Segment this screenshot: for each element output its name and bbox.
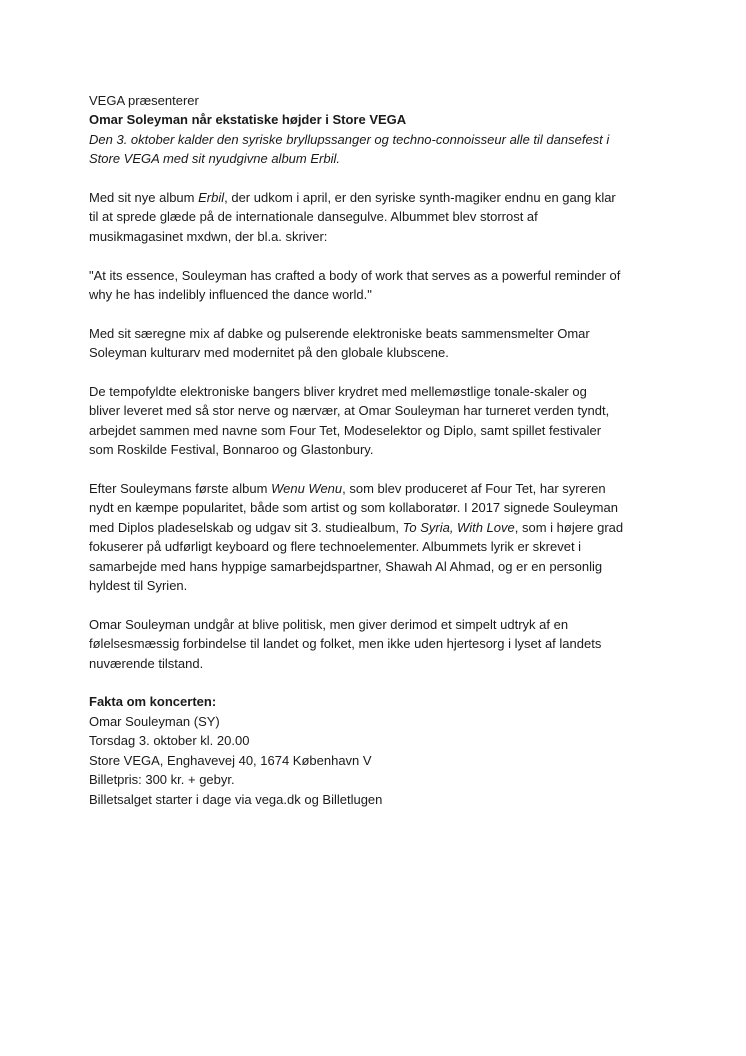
paragraph-line: Omar Souleyman undgår at blive politisk, men giver derimod et simpelt udtryk af en	[89, 616, 569, 632]
facts-artist: Omar Souleyman (SY)	[89, 713, 220, 729]
lede-line-1: Den 3. oktober kalder den syriske bryllupssanger og techno-connoisseur alle til dansefest i	[89, 131, 610, 147]
press-release-body	[89, 91, 669, 828]
facts-date: Torsdag 3. oktober kl. 20.00	[89, 733, 250, 749]
paragraph-quote	[89, 266, 669, 305]
header-block	[89, 91, 669, 169]
facts-venue: Store VEGA, Enghavevej 40, 1674 København V	[89, 752, 372, 768]
text-run: med Diplos pladeselskab og udgav sit 3. studiealbum,	[89, 519, 403, 535]
facts-price: Billetpris: 300 kr. + gebyr.	[89, 772, 235, 788]
headline: Omar Soleyman når ekstatiske højder i Store VEGA	[89, 112, 407, 128]
paragraph-line	[89, 188, 669, 207]
lede-line-2: Store VEGA med sit nyudgivne album Erbil.	[89, 151, 340, 167]
paragraph-line: nuværende tilstand.	[89, 655, 204, 671]
paragraph-bangers	[89, 382, 669, 460]
album-title: To Syria, With Love	[402, 519, 515, 535]
paragraph-line: som Roskilde Festival, Bonnaroo og Glastonbury.	[89, 442, 374, 458]
paragraph-line: til at sprede glæde på de internationale dansegulve. Albummet blev storrost af	[89, 209, 538, 225]
text-run: , som i højere grad	[514, 519, 624, 535]
paragraph-line	[89, 518, 669, 537]
album-title: Erbil	[198, 190, 225, 206]
text-run: , som blev produceret af Four Tet, har syreren	[342, 481, 606, 497]
presenter-line: VEGA præsenterer	[89, 93, 199, 108]
paragraph-line: samarbejde med hans hyppige samarbejdspartner, Shawah Al Ahmad, og er en personlig	[89, 558, 603, 574]
paragraph-line	[89, 479, 669, 498]
paragraph-mix	[89, 324, 669, 363]
quote-line: "At its essence, Souleyman has crafted a body of work that serves as a powerful reminder of	[89, 267, 621, 283]
facts-block	[89, 692, 669, 808]
paragraph-line: bliver leveret med så stor nerve og nærvær, at Omar Souleyman har turneret verden tyndt,	[89, 403, 610, 419]
quote-line: why he has indelibly influenced the dance world."	[89, 287, 372, 303]
facts-ticket-sale: Billetsalget starter i dage via vega.dk og Billetlugen	[89, 791, 383, 807]
facts-heading: Fakta om koncerten:	[89, 694, 217, 710]
paragraph-line: hyldest til Syrien.	[89, 578, 188, 594]
paragraph-line: musikmagasinet mxdwn, der bl.a. skriver:	[89, 228, 328, 244]
paragraph-line: Soleyman kulturarv med modernitet på den globale klubscene.	[89, 345, 449, 361]
paragraph-line: Med sit særegne mix af dabke og pulserende elektroniske beats sammensmelter Omar	[89, 325, 590, 341]
paragraph-line: nydt en kæmpe popularitet, både som artist og som kollaboratør. I 2017 signede Souleyman	[89, 500, 618, 516]
album-title: Wenu Wenu	[271, 481, 343, 497]
paragraph-line: arbejdet sammen med navne som Four Tet, Modeselektor og Diplo, samt spillet festivaler	[89, 422, 602, 438]
paragraph-history	[89, 479, 669, 595]
paragraph-line: fokuserer på udførligt keyboard og flere technoelementer. Albummets lyrik er skrevet i	[89, 539, 582, 555]
text-run: Med sit nye album	[89, 190, 199, 206]
paragraph-line: De tempofyldte elektroniske bangers bliver krydret med mellemøstlige tonale-skaler og	[89, 384, 587, 400]
paragraph-album	[89, 188, 669, 246]
paragraph-line: følelsesmæssig forbindelse til landet og folket, men ikke uden hjertesorg i lyset af landets	[89, 636, 602, 652]
paragraph-politics	[89, 615, 669, 673]
text-run: Efter Souleymans første album	[89, 481, 272, 497]
text-run: , der udkom i april, er den syriske synth-magiker endnu en gang klar	[224, 190, 616, 206]
